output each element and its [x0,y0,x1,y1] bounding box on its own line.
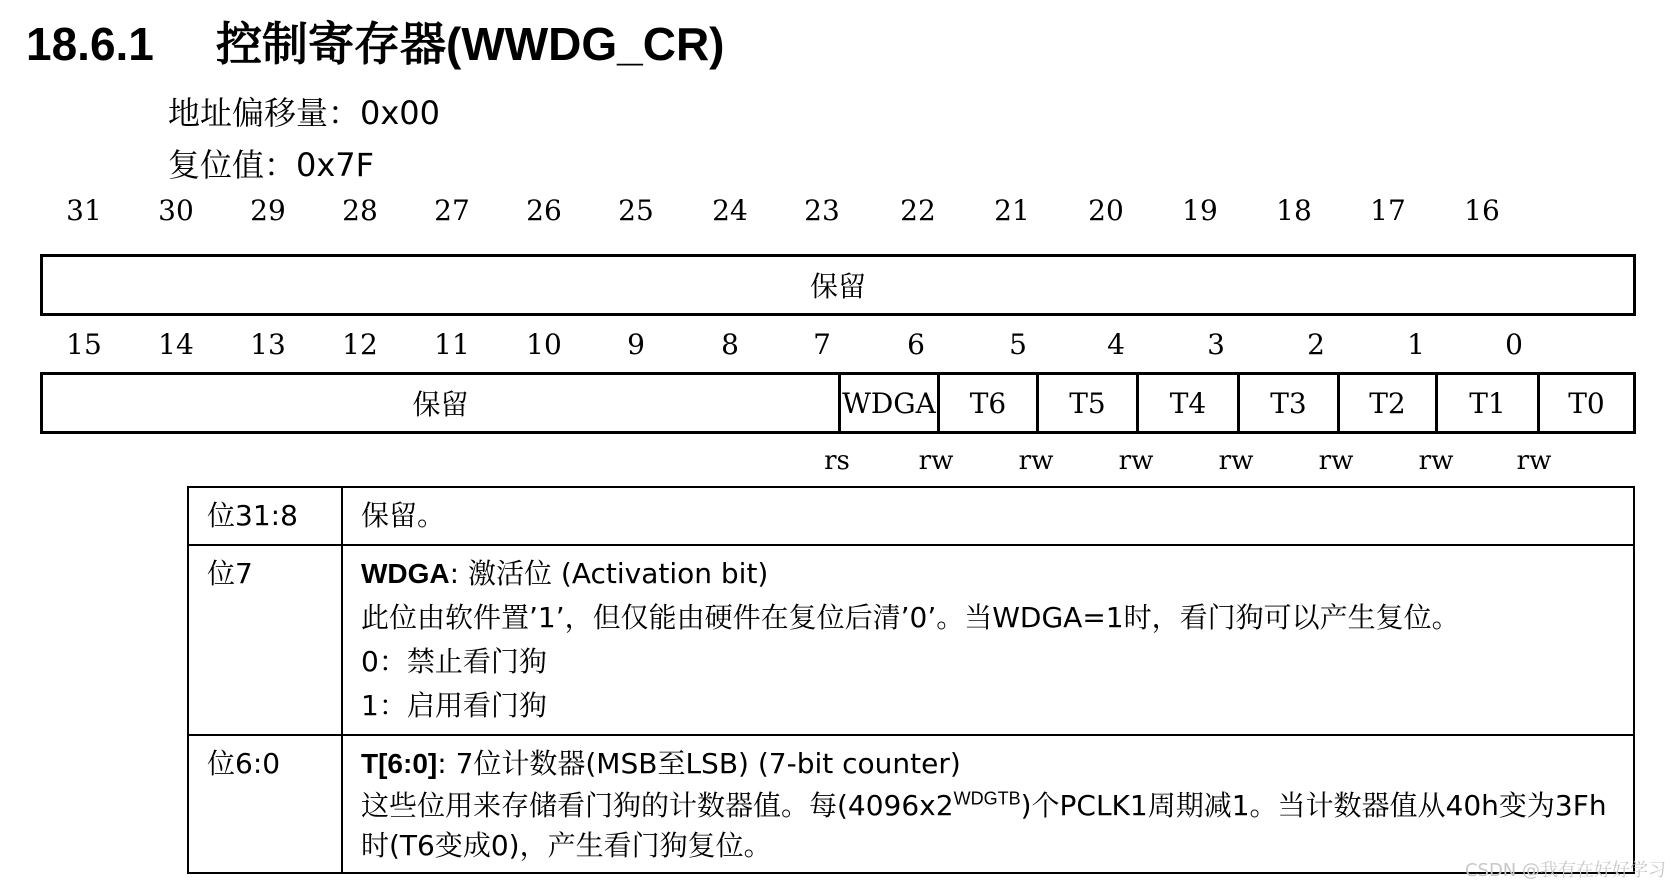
option-text: 0：禁止看门狗 [361,645,547,678]
section-number: 18.6.1 [26,18,154,70]
bit-number: 24 [712,194,748,227]
bit-description [342,487,1634,545]
bit-description-table [187,486,1635,874]
bit-number: 29 [250,194,286,227]
bit-range: 位31:8 [188,487,342,545]
table-row [188,735,1634,873]
register-lower-row [40,372,1636,434]
access-type: rw [1218,446,1254,476]
reserved-field-upper: 保留 [809,270,866,303]
bit-number: 30 [158,194,194,227]
reset-value: 复位值：0x7F [168,146,375,184]
bit-number: 22 [900,194,936,227]
bit-number: 19 [1182,194,1218,227]
superscript-wdgtb: WDGTB [953,788,1021,809]
bit-number: 17 [1370,194,1406,227]
bit-number: 20 [1088,194,1124,227]
bit-number: 10 [526,328,562,361]
bit-number: 11 [434,328,470,361]
bit-number: 25 [618,194,654,227]
bit-number: 31 [66,194,102,227]
bit-number: 16 [1464,194,1500,227]
bit-number: 6 [907,328,925,361]
bit-number: 9 [627,328,645,361]
bit-number: 28 [342,194,378,227]
field-name: T[6:0] [361,748,438,779]
bit-range: 位6:0 [188,735,342,873]
field-t2: T2 [1337,375,1435,431]
field-t5: T5 [1036,375,1136,431]
field-t0: T0 [1537,375,1633,431]
section-title: 控制寄存器(WWDG_CR) [216,18,725,70]
lower-bit-numbers [40,328,1640,368]
bit-number: 21 [994,194,1030,227]
bit-number: 0 [1505,328,1523,361]
register-upper-row [40,254,1636,316]
table-row [188,487,1634,545]
description-text [361,786,1617,866]
bit-number: 1 [1407,328,1425,361]
access-type: rw [1418,446,1454,476]
field-title: : 激活位 (Activation bit) [449,557,769,590]
field-t1: T1 [1435,375,1537,431]
description-part: 这些位用来存储看门狗的计数器值。每(4096x2 [361,789,954,822]
bit-number: 5 [1009,328,1027,361]
access-type: rw [1018,446,1054,476]
section-heading [26,8,725,74]
table-row [188,545,1634,735]
bit-number: 23 [804,194,840,227]
description-text: 此位由软件置’1’，但仅能由硬件在复位后清’0’。当WDGA=1时，看门狗可以产生复位。 [361,601,1460,634]
bit-number: 4 [1107,328,1125,361]
access-types [40,446,1640,482]
bit-description [342,545,1634,735]
access-type: rw [1516,446,1552,476]
description-text: 保留。 [361,499,446,532]
bit-number: 18 [1276,194,1312,227]
field-t3: T3 [1237,375,1337,431]
field-name: WDGA [361,558,450,589]
bit-number: 26 [526,194,562,227]
bit-number: 3 [1207,328,1225,361]
field-wdga: WDGA [838,375,937,431]
access-type: rs [824,446,850,476]
field-title: : 7位计数器(MSB至LSB) (7-bit counter) [437,747,961,780]
bit-number: 7 [813,328,831,361]
address-offset: 地址偏移量：0x00 [168,94,441,132]
option-text: 1：启用看门狗 [361,689,547,722]
field-t6: T6 [937,375,1036,431]
access-type: rw [918,446,954,476]
reserved-field-lower: 保留 [412,388,469,421]
bit-number: 8 [721,328,739,361]
bit-number: 27 [434,194,470,227]
bit-number: 2 [1307,328,1325,361]
description-part: )个PCLK1周期减1。当计数器值从40h变为3Fh时(T6变成0)，产生看门狗复位。 [361,789,1607,862]
access-type: rw [1118,446,1154,476]
bit-number: 13 [250,328,286,361]
watermark: CSDN @我有在好好学习 [1464,860,1666,881]
upper-bit-numbers [40,194,1640,234]
field-t4: T4 [1136,375,1237,431]
bit-number: 14 [158,328,194,361]
access-type: rw [1318,446,1354,476]
bit-range: 位7 [188,545,342,735]
bit-number: 12 [342,328,378,361]
bit-number: 15 [66,328,102,361]
bit-description [342,735,1634,873]
